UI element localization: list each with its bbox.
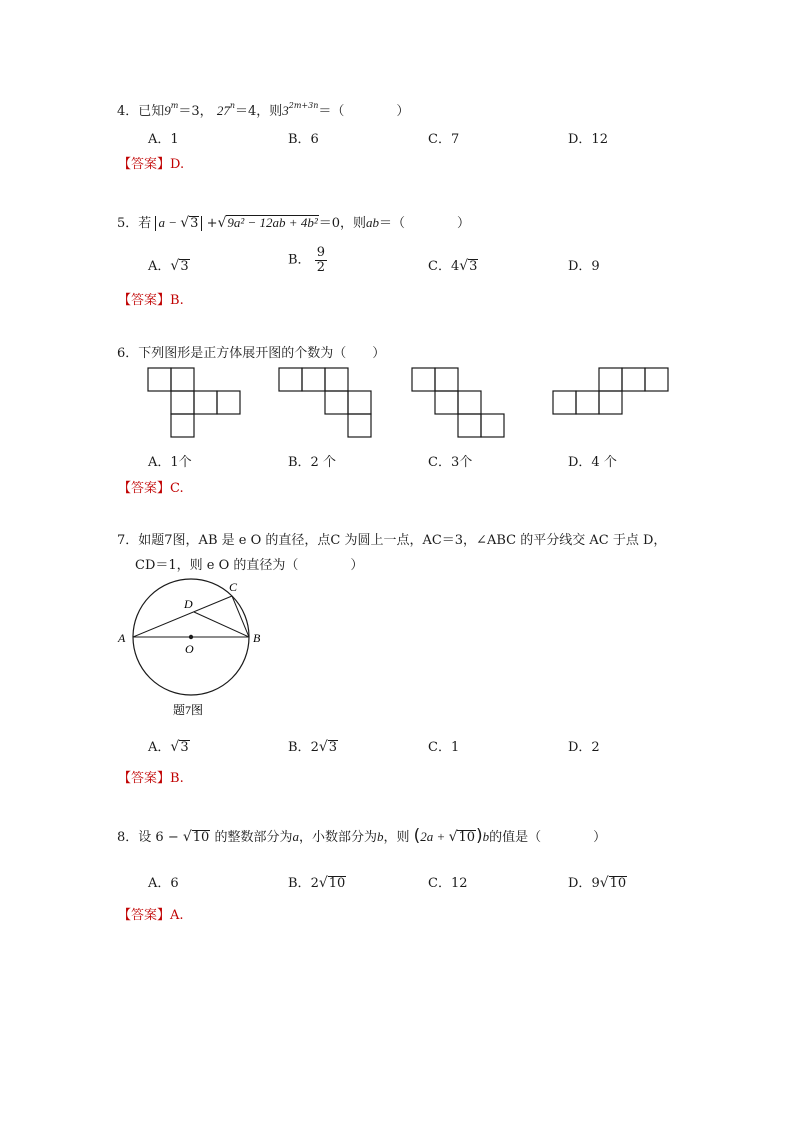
cube-net-3 <box>412 368 504 437</box>
q4-option-b[interactable]: B．6 <box>288 132 319 147</box>
q6-option-d[interactable]: D．4 个 <box>568 455 617 470</box>
label-d: D <box>184 597 193 611</box>
q8-stem: 8．设 6 − √10 的整数部分为a，小数部分为b，则 (2a + √10)b的值是（ ） <box>117 826 607 846</box>
q5-answer: 【答案】B. <box>118 293 184 308</box>
q6-answer: 【答案】C. <box>118 481 184 496</box>
q5-option-b[interactable]: B． $\frac{9}{2}$ <box>288 245 325 275</box>
label-b: B <box>253 631 261 645</box>
cube-net-2 <box>279 368 371 437</box>
q4-stem: 4．已知$9^m=3$， $27^n=4$，则$3^{2m+3n}=$（ ） <box>117 101 410 119</box>
q7-option-b[interactable]: B．2√3 <box>288 739 338 755</box>
q6-option-c[interactable]: C．3个 <box>428 455 473 470</box>
q8-option-c[interactable]: C．12 <box>428 876 468 891</box>
q8-option-b[interactable]: B．2√10 <box>288 875 346 891</box>
q7-stem-line1: 7．如题7图，AB 是 e O 的直径，点C 为圆上一点，AC＝3，∠ABC 的平分线交 AC 于点 D， <box>117 533 667 548</box>
q4-option-c[interactable]: C．7 <box>428 132 460 147</box>
q5-stem: 5．若 a − √3 +√9a² − 12ab + 4b²＝0，则ab＝（ ） <box>117 215 471 231</box>
q6-option-b[interactable]: B．2 个 <box>288 455 336 470</box>
q4-option-a[interactable]: A．1 <box>148 132 179 147</box>
q7-option-c[interactable]: C．1 <box>428 740 460 755</box>
q4-option-d[interactable]: D．12 <box>568 132 608 147</box>
q7-stem-line2: CD＝1，则 e O 的直径为（ ） <box>135 558 364 573</box>
q4-answer: 【答案】D. <box>118 157 185 172</box>
q8-answer: 【答案】A. <box>118 908 184 923</box>
q7-option-a[interactable]: A．√3 <box>148 739 189 755</box>
label-a: A <box>118 631 126 645</box>
q8-option-d[interactable]: D．9√10 <box>568 875 627 891</box>
q5-option-d[interactable]: D．9 <box>568 259 600 274</box>
q8-option-a[interactable]: A．6 <box>148 876 179 891</box>
label-o: O <box>185 642 194 656</box>
label-c: C <box>229 580 238 594</box>
cube-net-1 <box>148 368 240 437</box>
q7-answer: 【答案】B. <box>118 771 184 786</box>
cube-net-4 <box>553 368 668 414</box>
q6-stem: 6．下列图形是正方体展开图的个数为（ ） <box>117 346 386 361</box>
q7-option-d[interactable]: D．2 <box>568 740 600 755</box>
q5-option-c[interactable]: C．4√3 <box>428 258 478 274</box>
circle-figure <box>115 576 275 721</box>
q6-option-a[interactable]: A．1个 <box>148 455 192 470</box>
figure-caption: 题7图 <box>173 703 204 717</box>
q5-option-a[interactable]: A．√3 <box>148 258 189 274</box>
cube-nets-figure <box>140 362 680 442</box>
